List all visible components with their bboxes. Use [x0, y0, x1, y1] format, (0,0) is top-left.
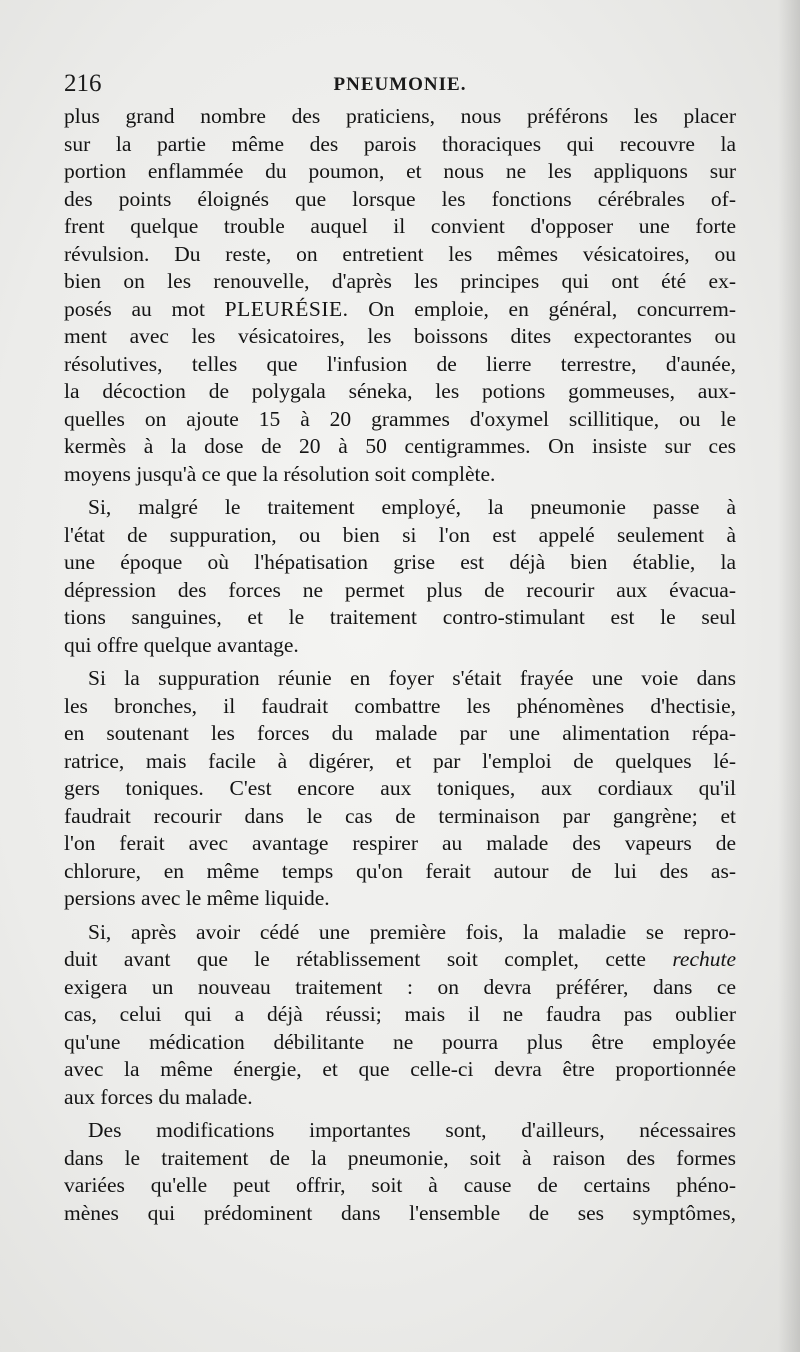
text-line: qu'une médication débilitante ne pourra plus être employée [64, 1029, 736, 1054]
page-number: 216 [64, 70, 102, 97]
paragraph [64, 103, 736, 488]
text-line: sur la partie même des parois thoraciques qui recouvre la [64, 131, 736, 156]
paragraph [64, 665, 736, 913]
text-line: qui offre quelque avantage. [64, 632, 299, 657]
body-text [64, 103, 736, 1227]
paragraph [64, 494, 736, 659]
text-line: variées qu'elle peut offrir, soit à cause de certains phéno- [64, 1173, 736, 1197]
text-line: l'état de suppuration, ou bien si l'on est appelé seulement à [64, 522, 736, 547]
text-line: des points éloignés que lorsque les fonctions cérébrales of- [64, 186, 736, 211]
paragraph [64, 919, 736, 1112]
text-line: les bronches, il faudrait combattre les phénomènes d'hectisie, [64, 693, 736, 718]
text-line: ratrice, mais facile à digérer, et par l'emploi de quelques lé- [64, 748, 736, 773]
text-line: en soutenant les forces du malade par une alimentation répa- [64, 721, 736, 745]
text-line: duit avant que le rétablissement soit complet, cette rechute [64, 947, 736, 971]
text-line: ment avec les vésicatoires, les boissons dites expectorantes ou [64, 324, 736, 348]
text-line: avec la même énergie, et que celle-ci devra être proportionnée [64, 1057, 736, 1081]
text-line: gers toniques. C'est encore aux toniques, aux cordiaux qu'il [64, 776, 736, 800]
text-line: chlorure, en même temps qu'on ferait autour de lui des as- [64, 858, 736, 883]
text-line: résolutives, telles que l'infusion de lierre terrestre, d'aunée, [64, 351, 736, 376]
text-line: tions sanguines, et le traitement contro-stimulant est le seul [64, 605, 736, 629]
text-line: faudrait recourir dans le cas de terminaison par gangrène; et [64, 803, 736, 828]
text-line: mènes qui prédominent dans l'ensemble de ses symptômes, [64, 1200, 736, 1225]
text-line: Si la suppuration réunie en foyer s'était frayée une voie dans [88, 666, 736, 690]
page-edge-shadow [778, 0, 800, 1352]
text-line: Des modifications importantes sont, d'ailleurs, nécessaires [88, 1118, 736, 1142]
text-line: exigera un nouveau traitement : on devra préférer, dans ce [64, 974, 736, 999]
text-line: quelles on ajoute 15 à 20 grammes d'oxymel scillitique, ou le [64, 406, 736, 431]
text-line: Si, malgré le traitement employé, la pneumonie passe à [88, 495, 736, 519]
text-line: une époque où l'hépatisation grise est déjà bien établie, la [64, 550, 736, 574]
text-line: frent quelque trouble auquel il convient d'opposer une forte [64, 214, 736, 238]
text-line: révulsion. Du reste, on entretient les mêmes vésicatoires, ou [64, 241, 736, 266]
text-line: l'on ferait avec avantage respirer au malade des vapeurs de [64, 831, 736, 855]
text-line: dans le traitement de la pneumonie, soit à raison des formes [64, 1145, 736, 1170]
page-header [64, 70, 736, 104]
text-line: bien on les renouvelle, d'après les principes qui ont été ex- [64, 269, 736, 293]
text-line: plus grand nombre des praticiens, nous préférons les placer [64, 104, 736, 128]
text-line: dépression des forces ne permet plus de recourir aux évacua- [64, 577, 736, 602]
text-line: moyens jusqu'à ce que la résolution soit complète. [64, 461, 496, 486]
text-line: aux forces du malade. [64, 1084, 253, 1109]
paragraph [64, 1117, 736, 1227]
text-line: persions avec le même liquide. [64, 886, 330, 910]
running-head: PNEUMONIE. [333, 74, 467, 95]
text-line: portion enflammée du poumon, et nous ne les appliquons sur [64, 159, 736, 183]
text-line: la décoction de polygala séneka, les potions gommeuses, aux- [64, 379, 736, 403]
text-line: posés au mot PLEURÉSIE. On emploie, en général, concurrem- [64, 296, 736, 321]
text-line: cas, celui qui a déjà réussi; mais il ne faudra pas oublier [64, 1002, 736, 1026]
text-line: kermès à la dose de 20 à 50 centigrammes. On insiste sur ces [64, 434, 736, 458]
text-line: Si, après avoir cédé une première fois, la maladie se repro- [88, 919, 736, 944]
